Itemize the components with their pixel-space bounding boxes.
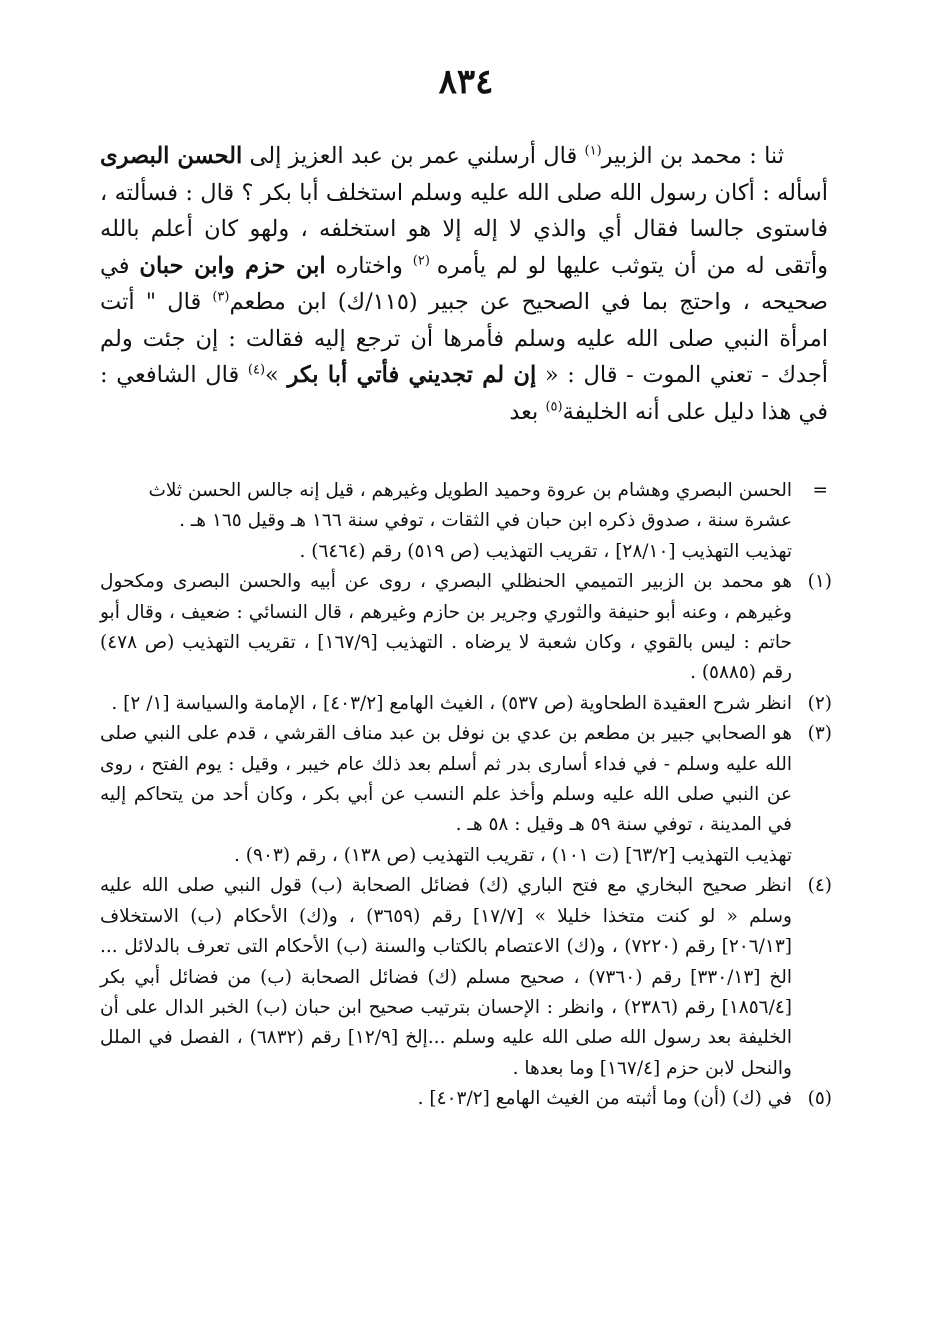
footnote-text: هو الصحابي جبير بن مطعم بن عدي بن نوفل بن عبد مناف القرشي ، قدم على النبي صلى الله عليه وسلم - في فداء أسارى بدر ثم أسلم بعد ذلك عام خيبر ، وقيل : يوم الفتح ، روى عن النبي صلى الله عليه وسلم وأخذ علم النسب عن أبي بكر ، وكان أحد من يتحاكم إليه في المدينة ، توفي سنة ٥٩ هـ وقيل : ٥٨ هـ .: [100, 723, 793, 836]
bold-name-hasan-basri: الحسن البصرى: [100, 143, 243, 169]
footnote-marker: (١): [807, 571, 832, 593]
bold-name-ibn-hazm-ibn-hibban: ابن حزم وابن حبان: [139, 252, 326, 279]
footnote-continuation: [100, 476, 832, 567]
footnote-2: [100, 689, 832, 719]
footnote-text: الحسن البصري وهشام بن عروة وحميد الطويل وغيرهم ، قيل إنه جالس الحسن ثلاث عشرة سنة ، صدوق ذكره ابن حبان في الثقات ، توفي سنة ١٦٦ هـ وقيل ١٦٥ هـ .: [148, 480, 792, 532]
footnote-1: [100, 567, 832, 689]
footnote-ref-4[interactable]: (٤): [247, 362, 266, 378]
footnote-marker: (٣): [807, 723, 832, 745]
footnote-3: [100, 719, 832, 871]
continuation-mark: =: [812, 480, 828, 501]
main-paragraph: ثنا : محمد بن الزبير$^{(١)}$ قال أرسلني عمر بن عبد العزيز إلى الحسن البصرى أسأله : أكان رسول الله صلى الله عليه وسلم استخلف أبا بكر ؟ قال : فسألته ، فاستوى جالسا فقال أي والذي لا إله إلا هو استخلفه ، ولهو كان أعلم بالله وأتقى له من أن يتوثب عليها لو لم يأمره $^{(٢)}$ واختاره ابن حزم وابن حبان في صحيحه ، واحتج بما في الصحيح عن جبير (١١٥/ك) ابن مطعم$^{(٣)}$ قال " أتت امرأة النبي صلى الله عليه وسلم فأمرها أن ترجع إليه فقالت : إن جئت ولم أجدك - تعني الموت - قال : « إن لم تجديني فأتي أبا بكر »$^{(٤)}$ قال الشافعي : في هذا دليل على أنه الخليفة$^{(٥)}$ بعد: [100, 143, 828, 425]
footnote-marker: (٥): [807, 1088, 832, 1110]
footnote-ref-2[interactable]: (٢): [412, 253, 437, 268]
footnote-marker: (٤): [807, 875, 832, 897]
main-text: [100, 138, 828, 430]
footnote-ref-3[interactable]: (٣): [212, 289, 230, 305]
footnote-marker: (٢): [807, 692, 832, 714]
footnote-text: انظر صحيح البخاري مع فتح الباري (ك) فضائل الصحابة (ب) قول النبي صلى الله عليه وسلم « لو كنت متخذا خليلا » [١٧/٧] رقم (٣٦٥٩) ، و(ك) الأحكام (ب) الاستخلاف [٢٠٦/١٣] رقم (٧٢٢٠) ، و(ك) الاعتصام بالكتاب والسنة (ب) الأحكام التى تعرف بالدلائل ... الخ [٣٣٠/١٣] رقم (٧٣٦٠) ، صحيح مسلم (ك) فضائل الصحابة (ب) من فضائل أبي بكر [١٨٥٦/٤] رقم (٢٣٨٦) ، وانظر : الإحسان بترتيب صحيح ابن حبان (ب) الخبر الدال على أن الخليفة بعد رسول الله صلى الله عليه وسلم ...إلخ [١٢/٩] رقم (٦٨٣٢) ، الفصل في الملل والنحل لابن حزم [١٦٧/٤] وما بعدها .: [100, 875, 792, 1079]
footnote-reference: تهذيب التهذيب [٢٨/١٠] ، تقريب التهذيب (ص ٥١٩) رقم (٦٤٦٤) .: [299, 540, 792, 562]
footnote-ref-1[interactable]: (١): [584, 143, 602, 159]
footnote-text: هو محمد بن الزبير التميمي الحنظلي البصري ، روى عن أبيه والحسن البصرى ومكحول وغيرهم ، وعنه أبو حنيفة والثوري وجرير بن حازم وغيرهم ، قال النسائي : ضعيف ، وقال أبو حاتم : ليس بالقوي ، وكان شعبة لا يرضاه . التهذيب [١٦٧/٩] ، تقريب التهذيب (ص ٤٧٨) رقم (٥٨٨٥) .: [100, 571, 792, 684]
footnotes: [100, 476, 832, 1115]
footnote-4: [100, 871, 832, 1084]
footnote-text: في (ك) (أن) وما أثبته من الغيث الهامع [٤٠٣/٢] .: [417, 1088, 792, 1110]
footnote-text: انظر شرح العقيدة الطحاوية (ص ٥٣٧) ، الغيث الهامع [٤٠٣/٢] ، الإمامة والسياسة [١/ ٢] .: [111, 692, 792, 714]
footnote-ref-5[interactable]: (٥): [545, 399, 563, 414]
footnote-5: [100, 1084, 832, 1114]
footnote-reference: تهذيب التهذيب [٦٣/٢] (ت ١٠١) ، تقريب التهذيب (ص ١٣٨) ، رقم (٩٠٣) .: [234, 844, 792, 866]
bold-hadith-quote: إن لم تجديني فأتي أبا بكر: [287, 362, 537, 388]
page-number: ٨٣٤: [438, 62, 494, 102]
